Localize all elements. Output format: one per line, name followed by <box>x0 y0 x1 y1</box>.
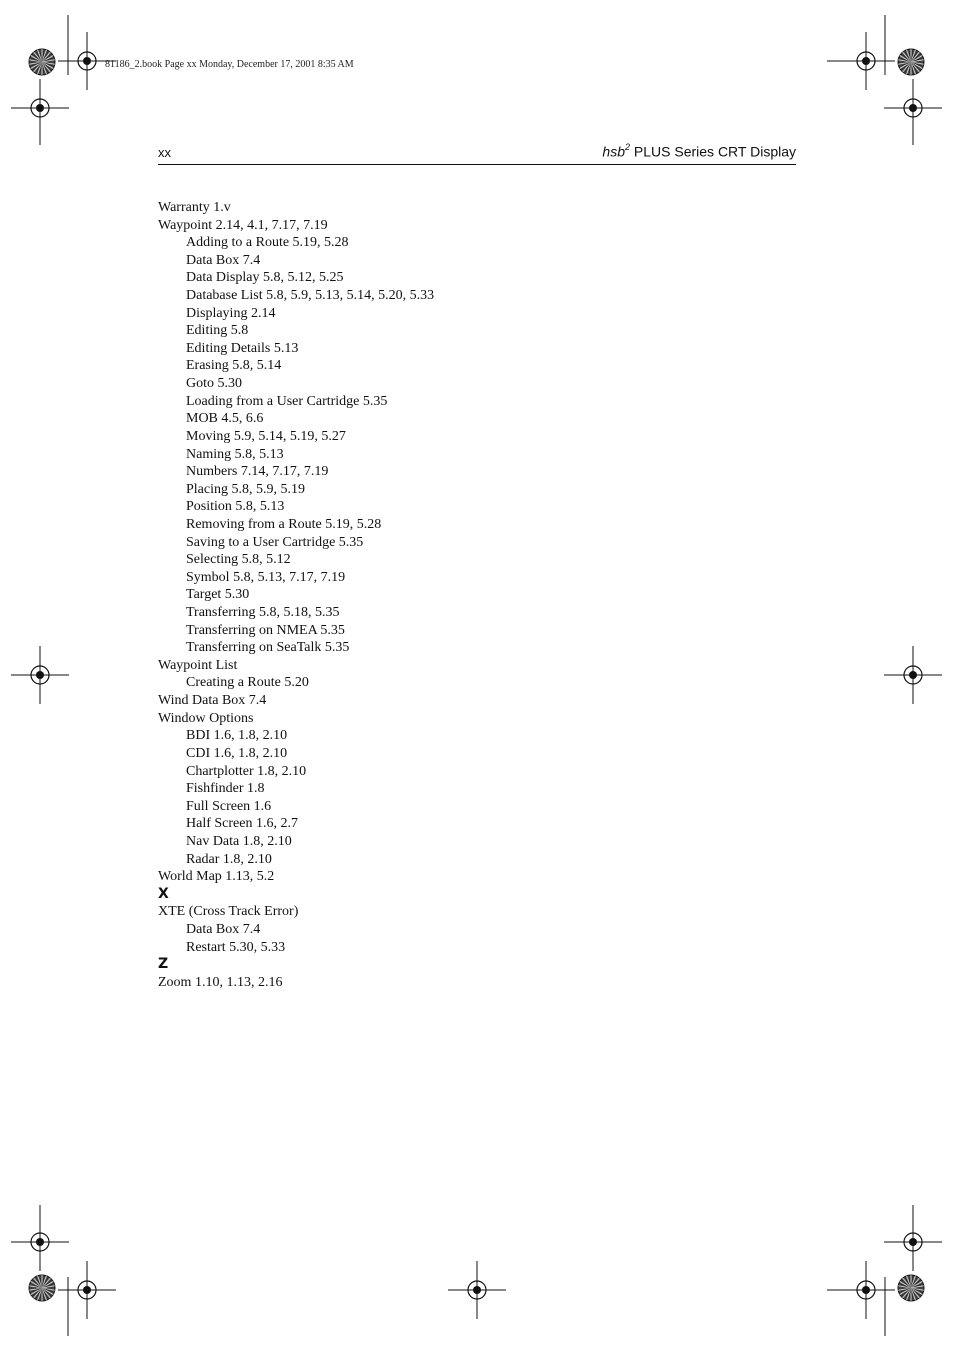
index-subentry: Database List 5.8, 5.9, 5.13, 5.14, 5.20, 5.33 <box>186 288 435 304</box>
color-starburst <box>898 49 924 75</box>
registration-target <box>884 79 942 137</box>
registration-target <box>448 1261 506 1319</box>
registration-target <box>11 646 69 704</box>
index-letter-heading: X <box>158 885 169 902</box>
registration-target <box>837 1261 895 1319</box>
index-subentry: Transferring on SeaTalk 5.35 <box>186 640 350 656</box>
index-subentry: Removing from a Route 5.19, 5.28 <box>186 516 382 532</box>
index-entry: XTE (Cross Track Error) <box>158 904 299 920</box>
index-subentry: Symbol 5.8, 5.13, 7.17, 7.19 <box>186 569 346 585</box>
index-entry: Warranty 1.v <box>158 200 231 215</box>
index-subentry: BDI 1.6, 1.8, 2.10 <box>186 728 288 744</box>
page-folio: xx <box>158 145 171 160</box>
registration-target <box>884 646 942 704</box>
index-subentry: Radar 1.8, 2.10 <box>186 851 272 867</box>
index-subentry: Creating a Route 5.20 <box>186 675 309 691</box>
index-subentry: Chartplotter 1.8, 2.10 <box>186 763 307 779</box>
registration-target <box>884 1213 942 1271</box>
index-subentry: Nav Data 1.8, 2.10 <box>186 833 292 849</box>
index-subentry: Fishfinder 1.8 <box>186 781 265 797</box>
brand-superscript: 2 <box>625 142 631 152</box>
index-subentry: Erasing 5.8, 5.14 <box>186 358 282 374</box>
index-entry: Waypoint List <box>158 657 238 673</box>
index-entry: Waypoint 2.14, 4.1, 7.17, 7.19 <box>158 217 328 233</box>
index-subentry: Placing 5.8, 5.9, 5.19 <box>186 481 305 497</box>
running-header <box>158 142 796 165</box>
index-subentry: Goto 5.30 <box>186 376 242 392</box>
index-subentry: Editing Details 5.13 <box>186 340 299 356</box>
index-subentry: Numbers 7.14, 7.17, 7.19 <box>186 464 329 480</box>
index-subentry: MOB 4.5, 6.6 <box>186 411 264 427</box>
index-subentry: Loading from a User Cartridge 5.35 <box>186 393 388 409</box>
index-subentry: Editing 5.8 <box>186 323 249 339</box>
index-subentry: Displaying 2.14 <box>186 305 276 321</box>
title-text: PLUS Series CRT Display <box>630 143 796 160</box>
index-subentry: Restart 5.30, 5.33 <box>186 939 286 955</box>
index-subentry: Data Box 7.4 <box>186 921 261 937</box>
color-starburst <box>29 1275 55 1301</box>
index-subentry: Naming 5.8, 5.13 <box>186 446 284 462</box>
index-entry: Wind Data Box 7.4 <box>158 693 267 709</box>
index-entry: Zoom 1.10, 1.13, 2.16 <box>158 974 283 990</box>
registration-target <box>58 1261 116 1319</box>
index-subentry: Full Screen 1.6 <box>186 798 272 814</box>
index-subentry: Moving 5.9, 5.14, 5.19, 5.27 <box>186 428 346 444</box>
print-slug: 81186_2.book Page xx Monday, December 17, 2001 8:35 AM <box>105 59 354 70</box>
index-subentry: Data Display 5.8, 5.12, 5.25 <box>186 270 344 286</box>
document-title <box>602 143 796 160</box>
index-subentry: Transferring 5.8, 5.18, 5.35 <box>186 605 340 621</box>
index-subentry: Half Screen 1.6, 2.7 <box>186 816 298 832</box>
index-list <box>158 199 798 991</box>
index-subentry: Adding to a Route 5.19, 5.28 <box>186 235 349 251</box>
index-subentry: CDI 1.6, 1.8, 2.10 <box>186 745 288 761</box>
brand-name: hsb <box>602 143 625 160</box>
index-subentry: Saving to a User Cartridge 5.35 <box>186 534 364 550</box>
index-subentry: Selecting 5.8, 5.12 <box>186 552 291 568</box>
index-subentry: Data Box 7.4 <box>186 252 261 268</box>
index-letter-heading: Z <box>158 956 169 973</box>
color-starburst <box>29 49 55 75</box>
color-starburst <box>898 1275 924 1301</box>
registration-target <box>11 79 69 137</box>
index-entry: World Map 1.13, 5.2 <box>158 869 275 885</box>
index-entry: Window Options <box>158 710 254 726</box>
registration-target <box>11 1213 69 1271</box>
index-subentry: Position 5.8, 5.13 <box>186 499 285 515</box>
registration-target <box>837 32 895 90</box>
index-subentry: Transferring on NMEA 5.35 <box>186 622 345 638</box>
index-subentry: Target 5.30 <box>186 587 250 603</box>
